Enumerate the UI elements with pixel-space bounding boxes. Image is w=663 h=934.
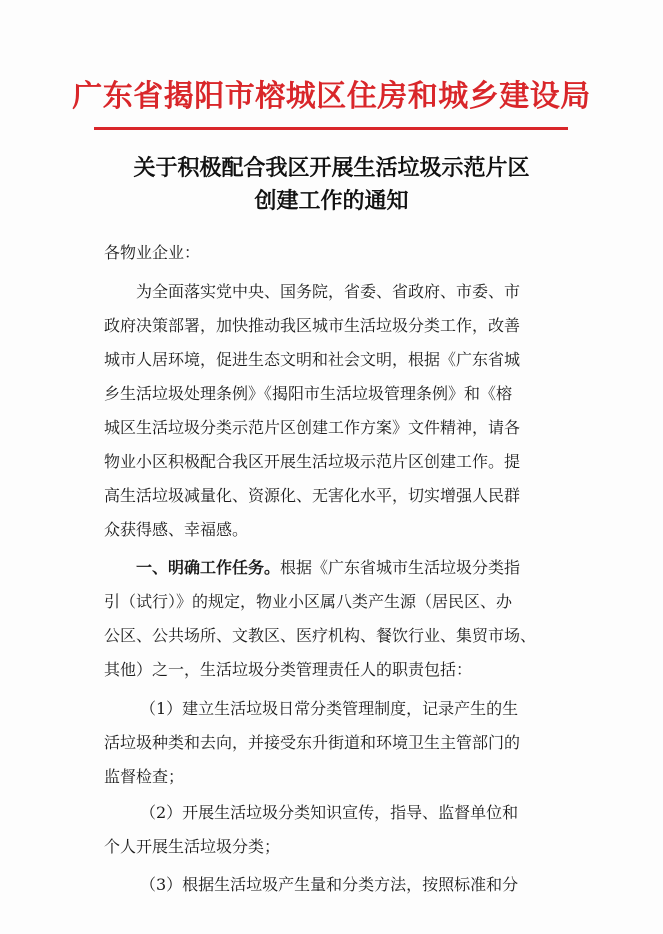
paragraph-1-line-6: 物业小区积极配合我区开展生活垃圾示范片区创建工作。提 xyxy=(104,452,521,471)
section-1-first-line-text: 根据《广东省城市生活垃圾分类指 xyxy=(280,558,521,577)
salutation: 各物业企业： xyxy=(104,243,201,262)
item-2-line-1: （2）开展生活垃圾分类知识宣传，指导、监督单位和 xyxy=(140,803,519,822)
paragraph-1-line-4: 乡生活垃圾处理条例》《揭阳市生活垃圾管理条例》和《榕 xyxy=(104,384,513,403)
paragraph-1-line-3: 城市人居环境，促进生态文明和社会文明，根据《广东省城 xyxy=(104,350,521,369)
section-1-heading: 一、明确工作任务。 xyxy=(136,558,281,577)
document-title-line-2: 创建工作的通知 xyxy=(254,188,409,214)
paragraph-1-line-8: 众获得感、幸福感。 xyxy=(104,520,249,539)
section-1-line-2: 引（试行）》的规定，物业小区属八类产生源（居民区、办 xyxy=(104,592,513,611)
letterhead-red-rule xyxy=(94,127,568,130)
paragraph-1-line-7: 高生活垃圾减量化、资源化、无害化水平，切实增强人民群 xyxy=(104,486,521,505)
item-2-line-2: 个人开展生活垃圾分类； xyxy=(104,837,281,856)
section-1-line-4: 其他）之一，生活垃圾分类管理责任人的职责包括： xyxy=(104,660,473,679)
item-3-line-1: （3）根据生活垃圾产生量和分类方法，按照标准和分 xyxy=(140,875,519,894)
item-1-line-1: （1）建立生活垃圾日常分类管理制度，记录产生的生 xyxy=(140,699,519,718)
paragraph-1-line-2: 政府决策部署，加快推动我区城市生活垃圾分类工作，改善 xyxy=(104,316,521,335)
agency-letterhead: 广东省揭阳市榕城区住房和城乡建设局 xyxy=(72,79,591,114)
paragraph-1-line-1: 为全面落实党中央、国务院，省委、省政府、市委、市 xyxy=(136,282,521,301)
item-1-line-2: 活垃圾种类和去向，并接受东升街道和环境卫生主管部门的 xyxy=(104,733,521,752)
paragraph-1-line-5: 城区生活垃圾分类示范片区创建工作方案》文件精神，请各 xyxy=(104,418,521,437)
document-title-line-1: 关于积极配合我区开展生活垃圾示范片区 xyxy=(133,155,530,181)
item-1-line-3: 监督检查； xyxy=(104,767,185,786)
section-1-first-line xyxy=(136,551,606,585)
section-1-line-3: 公区、公共场所、文教区、医疗机构、餐饮行业、集贸市场、 xyxy=(104,626,537,645)
